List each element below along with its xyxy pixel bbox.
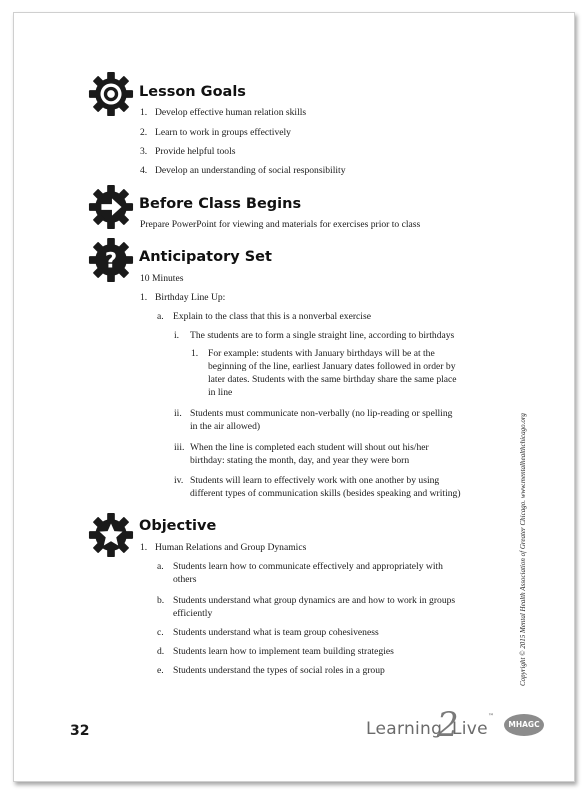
list-item: Provide helpful tools	[155, 146, 236, 157]
list-letter: e.	[157, 665, 164, 676]
list-item-line: Students learn how to communicate effectively and appropriately with	[173, 561, 443, 572]
anticipatory-set-heading: Anticipatory Set	[139, 249, 272, 265]
list-item-line: in line	[208, 387, 233, 398]
mhagc-logo-badge: MHAGC	[504, 714, 544, 736]
list-item-line: beginning of the line, earliest January dates followed in order by	[208, 361, 456, 372]
list-number: 1.	[191, 348, 199, 359]
list-item: Develop effective human relation skills	[155, 107, 307, 118]
arrow-gear-icon	[88, 184, 134, 230]
list-item: Students understand the types of social roles in a group	[173, 665, 385, 676]
duration-text: 10 Minutes	[140, 273, 184, 284]
list-letter: a.	[157, 311, 164, 322]
list-roman: iv.	[174, 475, 184, 486]
list-item: Human Relations and Group Dynamics	[155, 542, 307, 553]
list-item-line: different types of communication skills (besides speaking and writing)	[190, 488, 461, 499]
logo-learning-text: Learning	[366, 719, 443, 739]
list-item: The students are to form a single straight line, according to birthdays	[190, 330, 455, 341]
svg-text:?: ?	[104, 247, 118, 273]
copyright-notice: Copyright © 2015 Mental Health Association of Greater Chicago. www.mentalhealthchicago.org	[519, 413, 527, 686]
list-number: 1.	[140, 292, 148, 303]
list-item-line: When the line is completed each student will shout out his/her	[190, 442, 429, 453]
list-item: Develop an understanding of social responsibility	[155, 165, 346, 176]
list-number: 3.	[140, 146, 148, 157]
page-number: 32	[70, 723, 90, 739]
list-item: Birthday Line Up:	[155, 292, 226, 303]
before-class-text: Prepare PowerPoint for viewing and materials for exercises prior to class	[140, 219, 421, 230]
target-gear-icon	[88, 71, 134, 117]
before-class-heading: Before Class Begins	[139, 196, 302, 212]
objective-heading: Objective	[139, 518, 217, 534]
list-item-line: Students understand what group dynamics are and how to work in groups	[173, 595, 456, 606]
trademark-symbol: ™	[488, 713, 494, 720]
star-gear-icon	[88, 512, 134, 558]
list-letter: b.	[157, 595, 165, 606]
list-letter: a.	[157, 561, 164, 572]
list-item-line: later dates. Students with the same birthday share the same place	[208, 374, 457, 385]
list-item: Students understand what is team group cohesiveness	[173, 627, 379, 638]
list-roman: ii.	[174, 408, 182, 419]
list-letter: d.	[157, 646, 165, 657]
logo-two-text: 2	[437, 705, 459, 745]
list-number: 1.	[140, 107, 148, 118]
list-roman: iii.	[174, 442, 185, 453]
list-item-line: Students will learn to effectively work with one another by using	[190, 475, 440, 486]
list-item: Learn to work in groups effectively	[155, 127, 291, 138]
logo-live-text: Live	[452, 719, 488, 739]
list-item-line: others	[173, 574, 197, 585]
lesson-goals-heading: Lesson Goals	[139, 84, 246, 100]
question-gear-icon	[88, 237, 134, 283]
list-number: 2.	[140, 127, 148, 138]
list-item-line: Students must communicate non-verbally (no lip-reading or spelling	[190, 408, 453, 419]
list-number: 1.	[140, 542, 148, 553]
list-item-line: For example: students with January birthdays will be at the	[208, 348, 435, 359]
list-item-line: efficiently	[173, 608, 213, 619]
list-item: Explain to the class that this is a nonverbal exercise	[173, 311, 371, 322]
list-roman: i.	[174, 330, 180, 341]
list-item-line: in the air allowed)	[190, 421, 261, 432]
list-number: 4.	[140, 165, 148, 176]
list-item-line: birthday: stating the month, day, and year they were born	[190, 455, 410, 466]
list-item: Students learn how to implement team building strategies	[173, 646, 394, 657]
list-letter: c.	[157, 627, 164, 638]
